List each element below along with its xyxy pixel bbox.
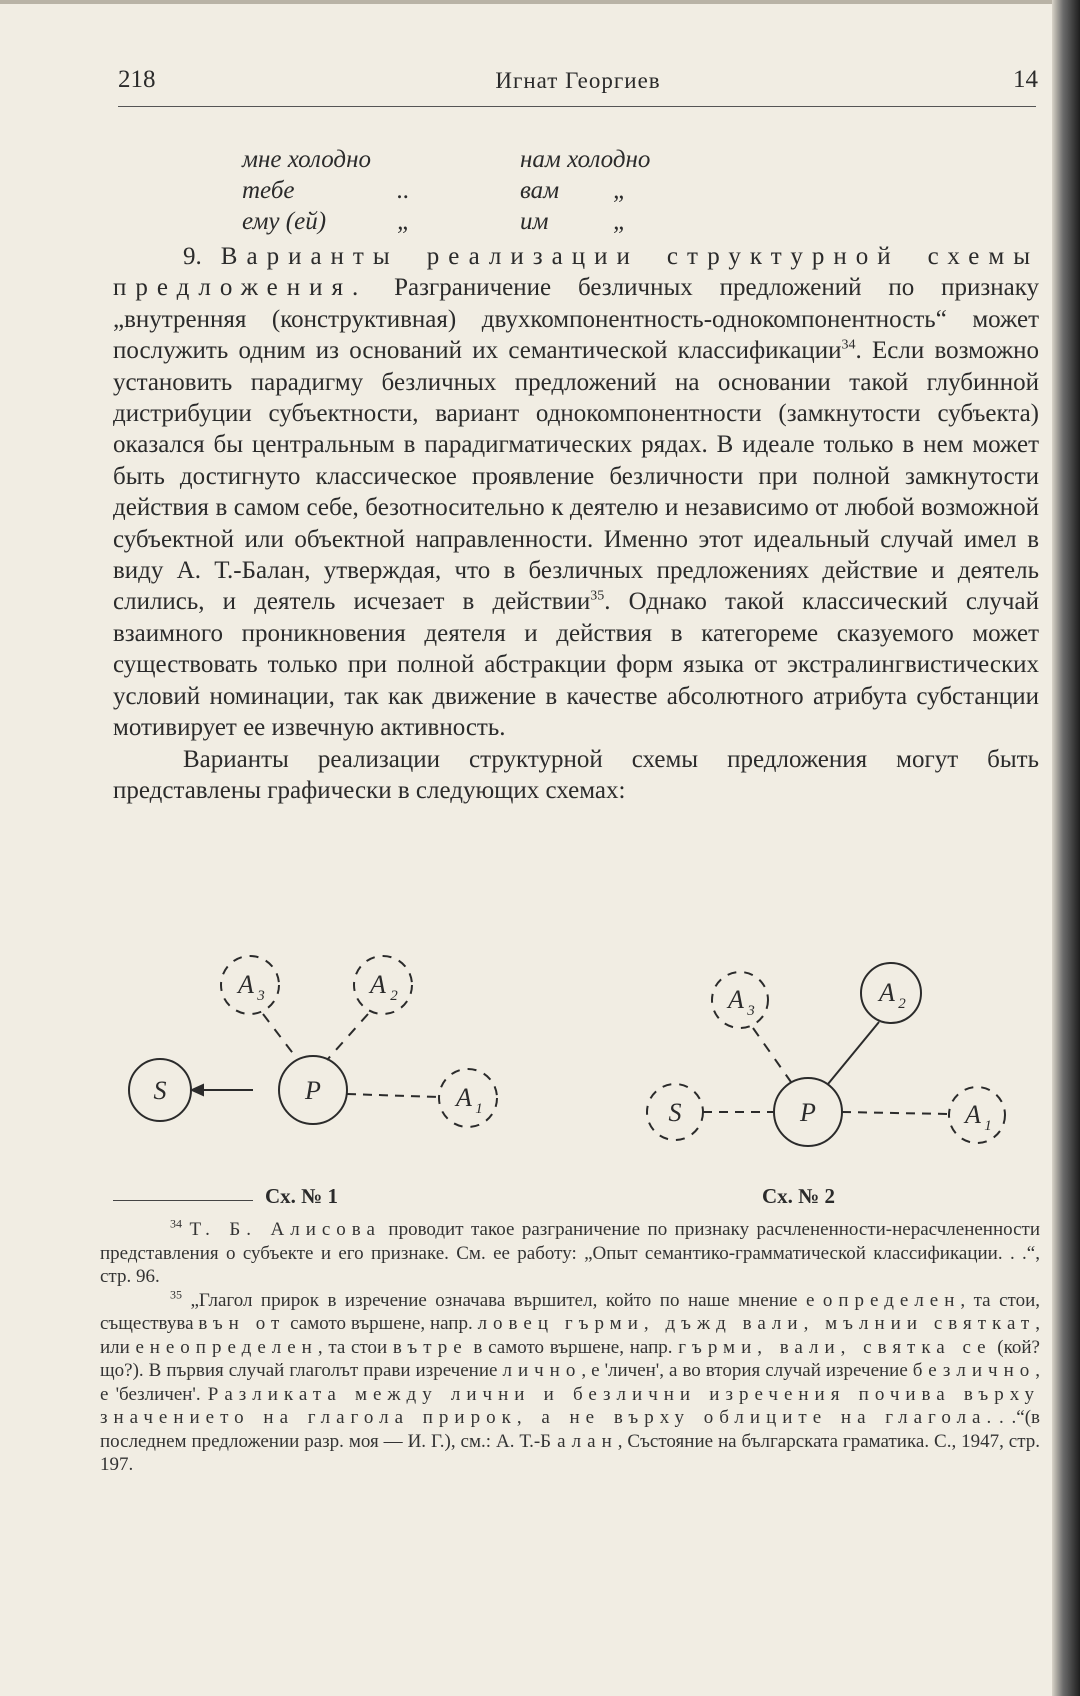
node-s-label: S [668, 1098, 682, 1127]
arrowhead [192, 1085, 203, 1095]
pronoun-cell: вам [520, 177, 560, 204]
footnote-emph: неопределен [149, 1336, 318, 1358]
diagrams-svg [113, 930, 1039, 1150]
footnote-text: (кой? що?). В първия случай глаголът прави изречение [100, 1336, 1040, 1381]
paragraph-text: Разграничение безличных предложений по признаку „внутренняя (конструктивная) двухкомпонентность-однокомпонентность“ может послужить одним из оснований их семантической классификации [113, 274, 1040, 365]
page-number: 218 [118, 66, 156, 93]
node-s-label: S [153, 1076, 167, 1105]
pronoun-cell: мне холодно [242, 146, 371, 173]
node-a1-label: A [456, 1083, 472, 1112]
footnote-rule [113, 1200, 253, 1201]
node-a2-label: A [370, 970, 386, 999]
structure-diagrams [113, 930, 1039, 1150]
footnote-text: в самото вършене, напр. [467, 1336, 679, 1358]
footnote-text: , та стои [317, 1336, 393, 1358]
footnote-emph: Разликата между лични и безлични изречения почива върху значението на глагола прирок, а не върху облиците на глагола [100, 1383, 1040, 1428]
footnote-emph: безлично [912, 1360, 1036, 1381]
edge-a3-p [263, 1014, 298, 1060]
book-spine-edge [1052, 0, 1080, 1696]
header-rule [118, 106, 1036, 107]
ditto-mark: „ [397, 208, 411, 235]
footnote-ref: 35 [590, 589, 605, 605]
footnote-text: , та стои, съществува [100, 1289, 1041, 1334]
node-a2-subscript: 2 [898, 996, 906, 1012]
footnote-text: , е 'безличен'. [100, 1360, 1041, 1405]
pronoun-cell: ему (ей) [242, 208, 327, 235]
footnote-emph: ловец гърми, дъжд вали, мълнии святкат [477, 1313, 1036, 1334]
ditto-mark: „ [613, 177, 627, 204]
footnote-text: „Глагол прирок в изречение означава вършител, който по наше мнение е [190, 1289, 823, 1311]
footnote-emph: вън от [198, 1313, 286, 1334]
node-a2-label: A [879, 978, 895, 1007]
edge-a2-p [327, 1014, 368, 1060]
node-a3-label: A [728, 985, 744, 1014]
node-p-label: P [305, 1076, 321, 1105]
footnote-mark: 34 [170, 1216, 182, 1231]
node-p-label: P [800, 1098, 816, 1127]
footnote-emph: лично [502, 1360, 582, 1381]
footnote-mark: 35 [170, 1287, 182, 1302]
pronoun-cell: им [520, 208, 549, 235]
edge-p-a1 [842, 1112, 949, 1114]
footnote-text: . . .“(в последнем предложении разр. моя — И. Г.), см.: А. Т.- [100, 1407, 1040, 1452]
footnote-author: Т. Б. Алисова [189, 1219, 381, 1240]
footnote-ref: 34 [841, 337, 856, 353]
edge-page-mark: 14 [1013, 66, 1038, 93]
pronoun-row [242, 206, 802, 237]
footnote-emph: гърми, вали, святка се [678, 1336, 992, 1358]
node-a3-subscript: 3 [747, 1003, 755, 1019]
footnote-text: , или е [100, 1313, 1040, 1358]
edge-a2-p [828, 1022, 879, 1084]
scheme-2-caption-text: Сх. № 2 [762, 1184, 836, 1208]
footnote-emph: определен [822, 1289, 961, 1311]
pronoun-table [242, 144, 802, 237]
footnote-text: самото вършене, напр. [285, 1313, 478, 1334]
section-number: 9. [183, 243, 202, 270]
paragraph [113, 241, 1039, 744]
node-a3-label: A [238, 970, 254, 999]
footnote-35 [100, 1289, 1040, 1477]
paragraph-text: . Если возможно установить парадигму безличных предложений на основании такой глубинной дистрибуции субъектности, вариант однокомпонентности (замкнутости субъекта) оказался бы центральным в парадигматических рядах. В идеале только в нем может быть достигнуто классическое проявление безличности при полной замкнутости действия в самом себе, безотносительно к деятелю и независимо от любой возможной субъектной или объектной направленности. Именно этот идеальный случай имел в виду А. Т.-Балан, утверждая, что в безличных предложениях действие и деятель слились, и деятель исчезает в действии [113, 337, 1039, 616]
pronoun-row [242, 144, 802, 175]
footnote-text: , е 'личен', а во втория случай изречение [581, 1360, 913, 1381]
pronoun-cell: тебе [242, 177, 295, 204]
footnote-34 [100, 1218, 1040, 1289]
paragraph [113, 744, 1039, 807]
node-a2-subscript: 2 [390, 988, 398, 1004]
node-a1-subscript: 1 [984, 1118, 992, 1134]
footnote-text: проводит такое разграничение по признаку расчлененности-нерасчлененности представления о субъекте и его признаке. См. ее работу: „Опыт семантико-грамматической классификации. . .“, стр. 96. [100, 1219, 1041, 1287]
ditto-mark: „ [613, 208, 627, 235]
scheme-2 [647, 963, 1005, 1146]
footnotes [100, 1218, 1040, 1477]
pronoun-row [242, 175, 802, 206]
node-a1-label: A [965, 1100, 981, 1129]
node-a3-subscript: 3 [257, 988, 265, 1004]
footnote-text: , Състояние на българската граматика. С., 1947, стр. 197. [100, 1430, 1041, 1475]
paragraph-text: . Однако такой классический случай взаимного проникновения деятеля и действия в категореме сказуемого может существовать только при полной абстракции форм языка от экстралингвистических условий номинации, так как движение в качестве абсолютного атрибута субстанции мотивирует ее извечную активность. [113, 588, 1039, 742]
node-a1-subscript: 1 [475, 1101, 483, 1117]
scheme-1-caption-text: Сх. № 1 [265, 1184, 339, 1208]
ditto-mark: .. [397, 177, 410, 204]
main-text [113, 241, 1039, 806]
pronoun-cell: нам холодно [520, 146, 651, 173]
footnote-emph: Балан [540, 1430, 618, 1452]
running-title: Игнат Георгиев [495, 68, 661, 93]
page-top-edge [0, 0, 1080, 4]
footnote-emph: вътре [392, 1336, 468, 1358]
edge-p-a1 [347, 1094, 439, 1097]
edge-a3-p [753, 1028, 791, 1082]
section-heading: Варианты реализации структурной схемы предложения. [113, 243, 1039, 302]
running-header [118, 66, 1038, 106]
paragraph-text: Варианты реализации структурной схемы предложения могут быть представлены графически в следующих схемах: [113, 745, 1039, 804]
